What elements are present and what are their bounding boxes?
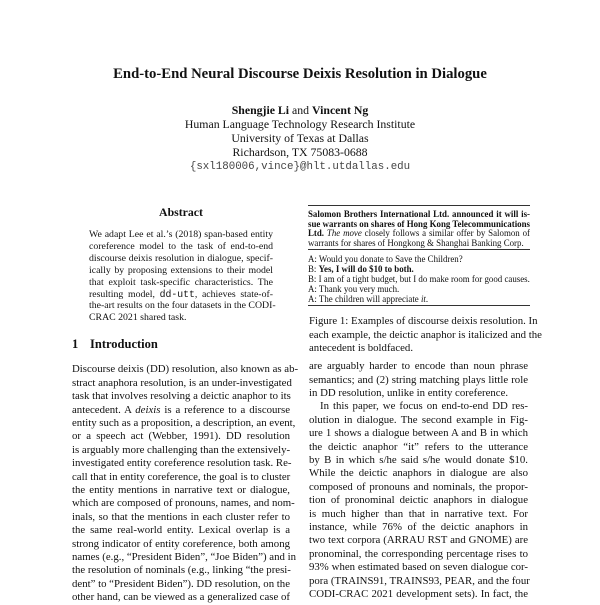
text-line: composed of pronouns and nominals, the propor- — [309, 480, 528, 493]
text-line: each example, the deictic anaphor is italicized and the — [309, 328, 542, 341]
text-line: the resolution of nominals (e.g., linking “the presi- — [72, 564, 291, 577]
text-line: semantics; and (2) string matching plays little role — [309, 373, 528, 386]
text-line: A: Thank you very much. — [308, 284, 400, 294]
author-email: {sxl180006,vince}@hlt.utdallas.edu — [189, 161, 411, 173]
text-segment: A: The children will appreciate — [308, 294, 421, 304]
text-line: dent” to “President Biden”). DD resolution, on the — [72, 577, 290, 590]
text-line: We adapt Lee et al.’s (2018) span-based entity — [89, 229, 273, 240]
figure-caption — [309, 315, 542, 355]
text-segment: Yes, I will do $10 to both. — [318, 264, 414, 274]
text-line: ure 1 shows a dialogue between A and B in which — [309, 427, 528, 440]
text-segment: . — [425, 294, 429, 304]
text-segment: Ltd. — [308, 228, 325, 239]
text-line: B: I am of a tight budget, but I do make room for good causes. — [308, 274, 530, 284]
text-line: In this paper, we focus on end-to-end DD res- — [320, 400, 528, 413]
text-segment: dd-utt — [159, 288, 195, 300]
text-line: is much higher than that in narrative text. For — [309, 507, 528, 520]
text-line: Figure 1: Examples of discourse deixis resolution. In — [309, 315, 538, 328]
text-line: stract anaphora resolution, is an under-investigated — [72, 376, 292, 389]
text-line: task that involves resolving a deictic anaphor to its — [72, 390, 291, 403]
text-line: While the deictic anaphors in dialogue are also — [309, 467, 528, 480]
body-paragraph — [309, 400, 528, 601]
text-line: A: Would you donate to Save the Children? — [308, 254, 463, 264]
text-line: olution in dialogue. The second example in Fig- — [309, 413, 528, 426]
author-conjunction: and — [292, 103, 310, 117]
affiliation-line: University of Texas at Dallas — [231, 131, 369, 145]
abstract-text — [89, 229, 276, 324]
text-segment: deixis — [135, 403, 161, 416]
text-line: by B in which s/he said s/he would donate $10. — [309, 453, 528, 466]
text-line: pora (TRAINS91, TRAINS93, PEAR, and the four — [309, 574, 530, 587]
text-line: the-art results on the four datasets in the CODI- — [89, 300, 276, 312]
figure-example-news — [308, 210, 530, 249]
text-segment: it — [420, 294, 426, 304]
text-line: other hand, can be viewed as a generalized case of — [72, 591, 290, 604]
introduction-paragraph — [72, 363, 299, 604]
figure-bottom-rule — [308, 305, 530, 306]
figure-top-rule — [308, 205, 530, 206]
text-line: coreference model to the task of end-to-end — [89, 240, 273, 252]
text-line: 93% when estimated based on seven dialogue cor- — [309, 561, 528, 574]
text-line: ically by proposing extensions to their model — [89, 264, 273, 276]
text-line — [308, 264, 530, 274]
text-line: strong indicator of entity coreference, both among — [72, 537, 290, 550]
text-line: CODI-CRAC 2021 development sets). In fact, the — [309, 587, 528, 600]
paper-title: End-to-End Neural Discourse Deixis Resolution in Dialogue — [113, 66, 487, 82]
text-segment: The move — [326, 228, 362, 239]
author-list — [0, 103, 600, 117]
text-line: inals, so that the mentions in each cluster refer to — [72, 510, 290, 523]
text-line: in DD resolution, unlike in entity coreference. — [309, 387, 509, 400]
figure-mid-rule — [308, 249, 530, 250]
text-line: antecedent is boldfaced. — [309, 342, 414, 355]
text-line: tion of pronominal deictic anaphors in dialogue — [309, 494, 528, 507]
text-line: names (e.g., “President Biden”, “Joe Biden”) and in — [72, 550, 296, 563]
text-line: CRAC 2021 shared task. — [89, 312, 187, 324]
text-line: the deictic anaphor “it” refers to the utterance — [309, 440, 528, 453]
text-line: two text corpora (ARRAU RST and GNOME) are — [309, 534, 528, 547]
text-line — [72, 404, 290, 417]
text-line: are arguably harder to encode than noun phrase — [309, 360, 528, 373]
continued-paragraph — [309, 360, 528, 400]
text-line: the entity mentions in narrative text or dialogue, — [72, 483, 290, 496]
text-line: investigated entity coreference resolution task. Re- — [72, 457, 292, 470]
text-line: which are composed of pronouns, names, and nom- — [72, 497, 295, 510]
section-number: 1 — [72, 337, 79, 351]
text-line: that exploit task-specific characteristics. The — [89, 276, 273, 288]
text-line: Discourse deixis (DD) resolution, also known as ab- — [72, 363, 299, 376]
text-line — [89, 289, 273, 301]
text-line: discourse deixis resolution in dialogue, specif- — [89, 252, 273, 264]
text-segment: is a reference to a discourse — [160, 403, 291, 416]
text-line: entity such as a proposition, a description, an event, — [72, 416, 296, 429]
text-segment: B: — [308, 264, 319, 274]
text-segment: closely follows a similar offer by Salomon of — [361, 228, 530, 239]
text-segment: Salomon Brothers International Ltd. announced it will is- — [308, 209, 530, 219]
text-line: instance, while 76% of the deictic anaphors in — [309, 520, 528, 533]
text-line — [308, 294, 530, 304]
author-name: Shengjie Li — [231, 103, 290, 117]
affiliation-line: Richardson, TX 75083-0688 — [232, 145, 368, 159]
author-name: Vincent Ng — [312, 103, 369, 117]
affiliation-line: Human Language Technology Research Institute — [184, 117, 416, 131]
text-line: or a speech act (Webber, 1991). DD resolution — [72, 430, 290, 443]
text-segment: resulting model, — [89, 288, 160, 300]
text-line: is arguably more challenging than the extensively- — [72, 443, 291, 456]
abstract-heading: Abstract — [159, 205, 203, 219]
text-line: the same real-world entity. Lexical overlap is a — [72, 524, 290, 537]
text-segment: , achieves state-of- — [194, 288, 273, 300]
text-line: call that in entity coreference, the goal is to cluster — [72, 470, 291, 483]
text-segment: sue warrants on shares of Hong Kong Telecommunications — [308, 218, 530, 229]
section-title: Introduction — [90, 337, 158, 351]
text-line: pronominal, the corresponding percentage rises to — [309, 547, 528, 560]
text-segment: antecedent. A — [72, 403, 136, 416]
text-line: warrants for shares of Hongkong & Shanghai Banking Corp. — [308, 238, 524, 249]
figure-example-dialogue — [308, 254, 530, 304]
